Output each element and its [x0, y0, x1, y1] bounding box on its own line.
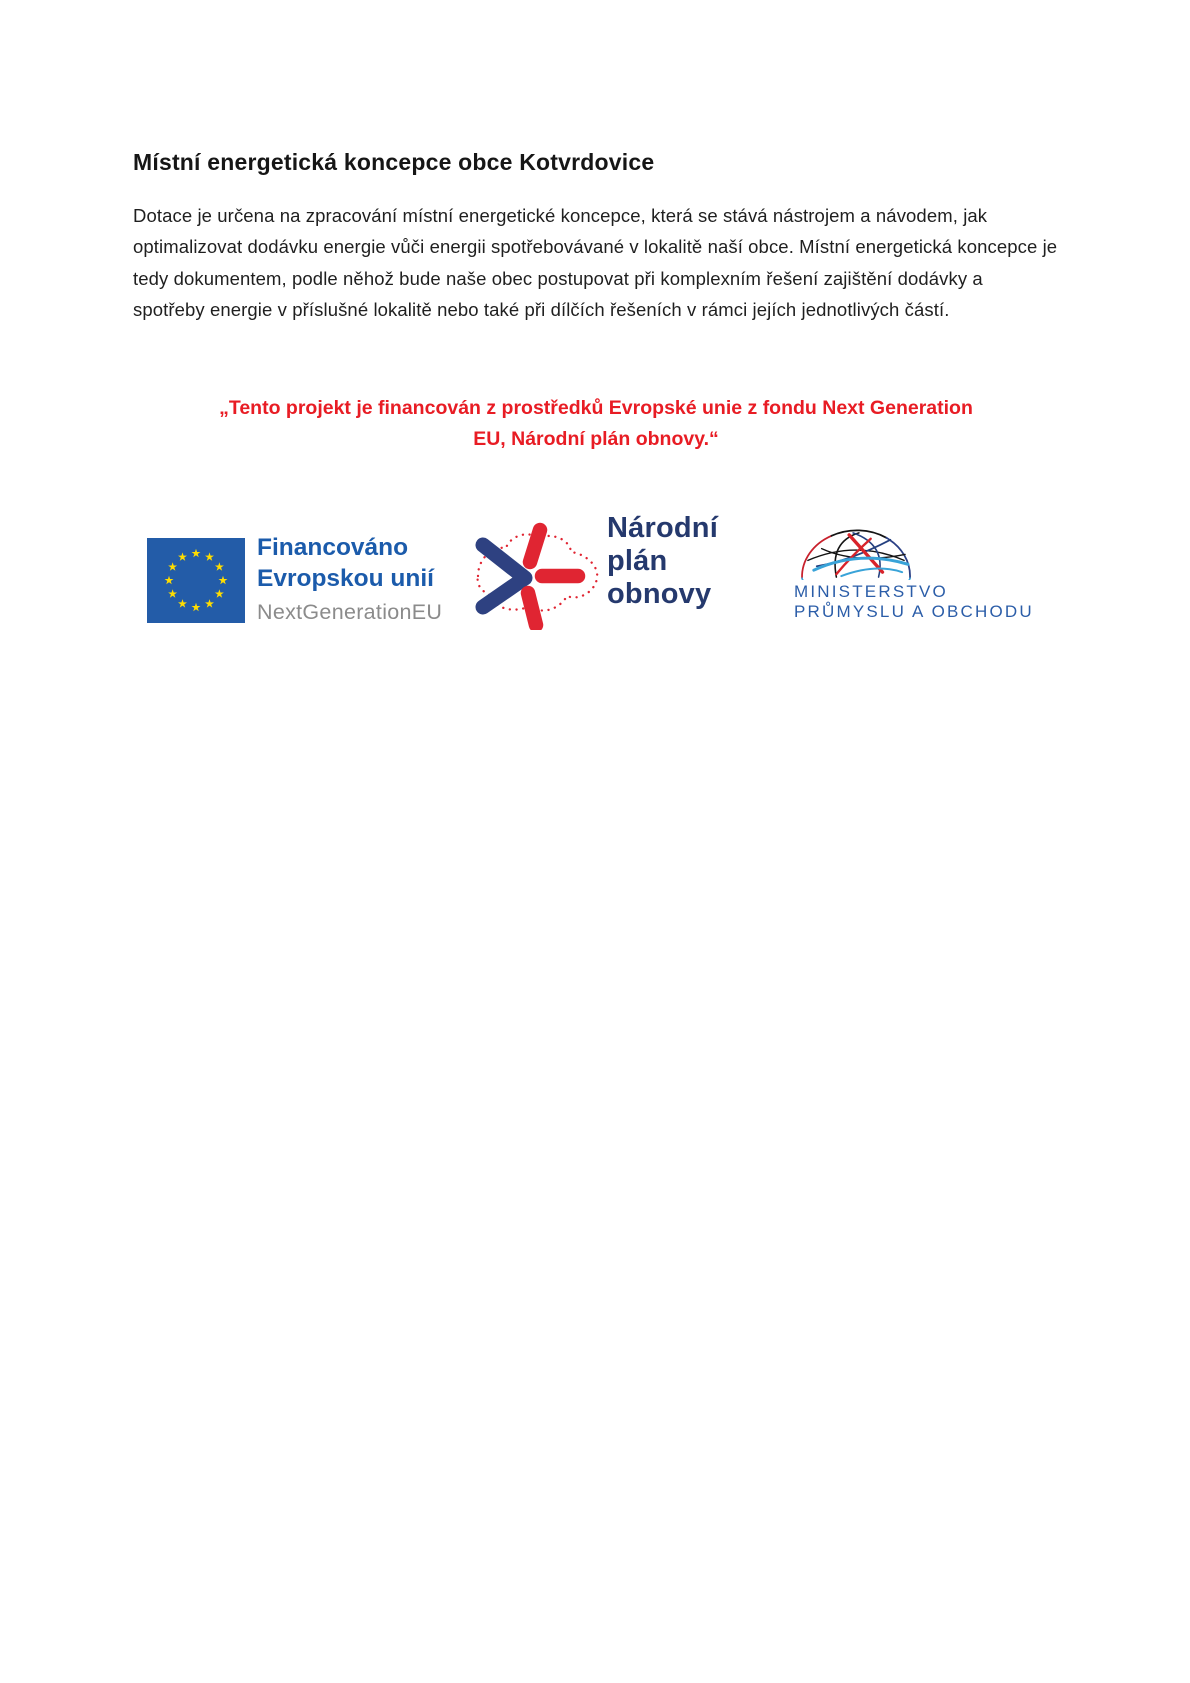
npo-mark-icon [458, 518, 608, 630]
funding-note-line1: „Tento projekt je financován z prostředků Evropské unie z fondu Next Generation [219, 397, 973, 419]
npo-label [607, 512, 718, 611]
eu-funding-label [257, 532, 442, 625]
npo-label-line1: Národní [607, 512, 718, 544]
body-paragraph: Dotace je určena na zpracování místní energetické koncepce, která se stává nástrojem a návodem, jak optimalizovat dodávku energie vůči energii spotřebovávané v lokalitě naší obce. Místní energetická koncepce je tedy dokumentem, podle něhož bude naše obec postupovat při komplexním řešení zajištění dodávky a spotřeby energie v příslušné lokalitě nebo také při dílčích řešeních v rámci jejích jednotlivých částí. [133, 204, 1058, 320]
funding-note-line2: EU, Národní plán obnovy.“ [473, 428, 719, 450]
eu-flag-icon [147, 538, 245, 623]
mpo-label-line2: PRŮMYSLU A OBCHODU [794, 602, 1034, 621]
eu-funding-label-line1: Financováno [257, 534, 409, 561]
mpo-label-line1: MINISTERSTVO [794, 582, 948, 601]
page-title: Místní energetická koncepce obce Kotvrdovice [133, 149, 655, 176]
funding-note [133, 393, 1059, 455]
mpo-label [794, 582, 1034, 622]
eu-funding-label-line3: NextGenerationEU [257, 600, 443, 624]
npo-label-line3: obnovy [607, 578, 712, 610]
npo-label-line2: plán [607, 545, 668, 577]
mpo-globe-icon [792, 527, 920, 580]
eu-funding-label-line2: Evropskou unií [257, 565, 434, 592]
